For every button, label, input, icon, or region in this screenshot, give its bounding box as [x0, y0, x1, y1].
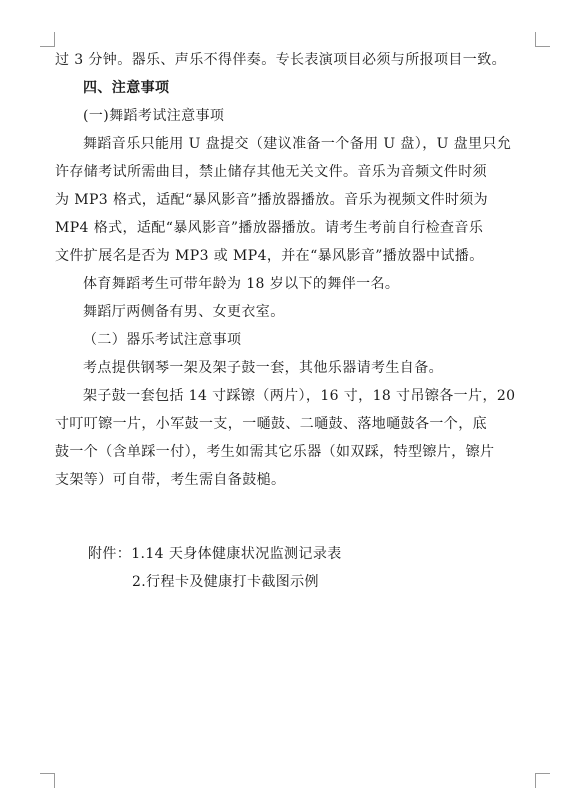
paragraph-line: 许存储考试所需曲目，禁止储存其他无关文件。音乐为音频文件时须 [55, 164, 487, 180]
paragraph-line: MP4 格式，适配“暴风影音”播放器播放。请考生考前自行检查音乐 [55, 220, 484, 236]
document-body [55, 46, 535, 494]
subsection-heading: （二）器乐考试注意事项 [83, 332, 242, 348]
attachments-list [88, 540, 342, 596]
crop-mark-top-right [535, 32, 550, 47]
paragraph-line: 鼓一个（含单踩一付），考生如需其它乐器（如双踩，特型镲片，镲片 [55, 444, 495, 460]
paragraph-line: 舞蹈音乐只能用 U 盘提交（建议准备一个备用 U 盘），U 盘里只允 [83, 136, 512, 152]
paragraph-line: 架子鼓一套包括 14 寸踩镲（两片），16 寸，18 寸吊镲各一片，20 [83, 388, 516, 404]
paragraph-line: 为 MP3 格式，适配“暴风影音”播放器播放。音乐为视频文件时须为 [55, 192, 489, 208]
crop-mark-bottom-right [535, 773, 550, 788]
attachment-item-1: 附件：1.14 天身体健康状况监测记录表 [88, 546, 342, 562]
paragraph-line: 过 3 分钟。器乐、声乐不得伴奏。专长表演项目必须与所报项目一致。 [55, 52, 507, 68]
section-heading: 四、注意事项 [83, 80, 170, 96]
subsection-heading: (一)舞蹈考试注意事项 [83, 108, 225, 124]
crop-mark-bottom-left [40, 773, 55, 788]
attachment-item-2: 2.行程卡及健康打卡截图示例 [132, 574, 319, 590]
paragraph-line: 舞蹈厅两侧备有男、女更衣室。 [83, 304, 285, 320]
crop-mark-top-left [40, 32, 55, 47]
paragraph-line: 考点提供钢琴一架及架子鼓一套，其他乐器请考生自备。 [83, 360, 443, 376]
paragraph-line: 支架等）可自带，考生需自备鼓槌。 [55, 472, 286, 488]
paragraph-line: 文件扩展名是否为 MP3 或 MP4，并在“暴风影音”播放器中试播。 [55, 248, 484, 264]
paragraph-line: 体育舞蹈考生可带年龄为 18 岁以下的舞伴一名。 [83, 276, 400, 292]
paragraph-line: 寸叮叮镲一片，小军鼓一支，一嗵鼓、二嗵鼓、落地嗵鼓各一个，底 [55, 416, 487, 432]
